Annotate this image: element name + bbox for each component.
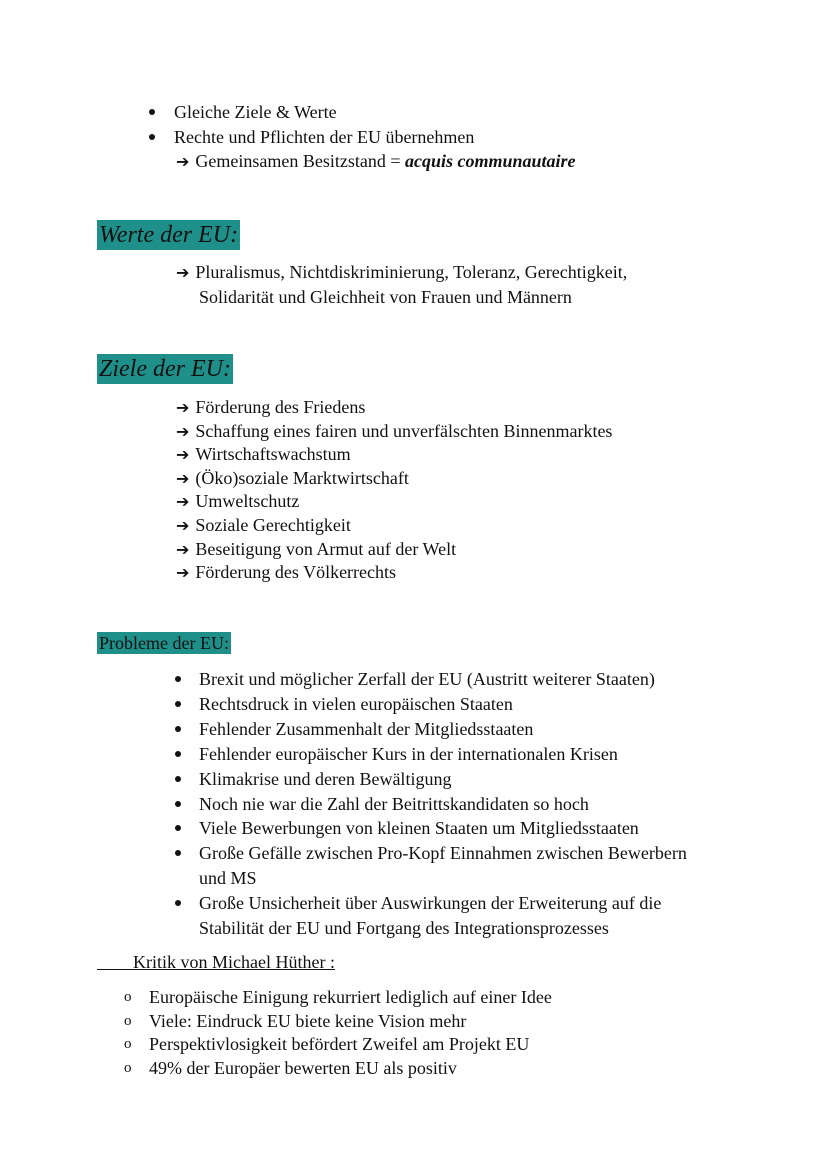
arrow-right-icon: ➔ xyxy=(176,263,190,282)
ziele-item-text: Beseitigung von Armut auf der Welt xyxy=(195,538,457,559)
intro-arrow-text: Gemeinsamen Besitzstand = xyxy=(195,151,406,171)
arrow-right-icon: ➔ xyxy=(176,468,190,488)
arrow-right-icon: ➔ xyxy=(176,516,190,535)
kritik-heading-text xyxy=(97,952,335,972)
intro-arrow-emph: acquis communautaire xyxy=(405,151,576,171)
ziele-item xyxy=(176,419,612,444)
ziele-item xyxy=(176,489,299,514)
bullet-dot xyxy=(175,850,181,856)
ziele-item xyxy=(176,466,409,491)
bullet-dot xyxy=(149,134,155,140)
ziele-item-text: Förderung des Friedens xyxy=(195,397,366,417)
circle-bullet-icon: o xyxy=(124,989,132,1005)
probleme-item: Fehlender europäischer Kurs in der internationalen Krisen xyxy=(199,743,618,764)
ziele-item xyxy=(176,442,351,467)
kritik-heading-label: Kritik von Michael Hüther : xyxy=(133,952,335,972)
circle-bullet-icon: o xyxy=(124,1036,132,1052)
bullet-dot xyxy=(175,801,181,807)
bullet-dot xyxy=(175,776,181,782)
probleme-item: Rechtsdruck in vielen europäischen Staaten xyxy=(199,693,513,714)
ziele-item-text: Soziale Gerechtigkeit xyxy=(195,515,351,535)
circle-bullet-icon: o xyxy=(124,1059,132,1076)
ziele-item-text: Wirtschaftswachstum xyxy=(195,444,351,465)
ziele-item-text: Schaffung eines fairen und unverfälschten Binnenmarktes xyxy=(195,420,613,441)
ziele-item-text: Umweltschutz xyxy=(195,491,300,512)
probleme-item: Brexit und möglicher Zerfall der EU (Austritt weiterer Staaten) xyxy=(199,669,655,689)
kritik-item: Perspektivlosigkeit befördert Zweifel am Projekt EU xyxy=(149,1034,530,1054)
probleme-item: Noch nie war die Zahl der Beitrittskandidaten so hoch xyxy=(199,793,589,814)
ziele-item xyxy=(176,560,396,585)
intro-bullet-1: Gleiche Ziele & Werte xyxy=(174,102,337,122)
arrow-right-icon: ➔ xyxy=(176,398,190,417)
probleme-item: Klimakrise und deren Bewältigung xyxy=(199,768,452,789)
arrow-right-icon: ➔ xyxy=(176,539,190,559)
ziele-item-text: Förderung des Völkerrechts xyxy=(195,562,397,583)
ziele-item xyxy=(176,513,351,538)
werte-line-text: Pluralismus, Nichtdiskriminierung, Toleranz, Gerechtigkeit, xyxy=(195,262,628,282)
werte-heading: Werte der EU: xyxy=(99,222,239,248)
arrow-right-icon: ➔ xyxy=(176,492,190,512)
probleme-item: Viele Bewerbungen von kleinen Staaten um Mitgliedsstaaten xyxy=(199,818,639,839)
probleme-item: und MS xyxy=(199,868,257,889)
probleme-item: Große Unsicherheit über Auswirkungen der Erweiterung auf die xyxy=(199,893,662,914)
ziele-heading: Ziele der EU: xyxy=(99,356,231,382)
werte-line-2: Solidarität und Gleichheit von Frauen und Männern xyxy=(199,287,572,307)
arrow-right-icon: ➔ xyxy=(176,421,190,441)
bullet-dot xyxy=(175,825,181,831)
bullet-dot xyxy=(149,109,155,115)
bullet-dot xyxy=(175,701,181,707)
probleme-item: Große Gefälle zwischen Pro-Kopf Einnahmen zwischen Bewerbern xyxy=(199,843,687,864)
bullet-dot xyxy=(175,726,181,732)
kritik-item: Europäische Einigung rekurriert lediglich auf einer Idee xyxy=(149,987,552,1007)
kritik-item: 49% der Europäer bewerten EU als positiv xyxy=(149,1057,457,1078)
probleme-item: Stabilität der EU und Fortgang des Integrationsprozesses xyxy=(199,918,609,938)
intro-arrow-line xyxy=(176,149,576,174)
werte-line-1 xyxy=(176,260,627,285)
arrow-right-icon: ➔ xyxy=(176,445,190,465)
circle-bullet-icon: o xyxy=(124,1012,132,1029)
ziele-item-text: (Öko)soziale Marktwirtschaft xyxy=(195,467,409,488)
probleme-heading: Probleme der EU: xyxy=(99,633,229,653)
arrow-right-icon: ➔ xyxy=(176,563,190,583)
arrow-right-icon: ➔ xyxy=(176,152,190,171)
ziele-item xyxy=(176,395,365,420)
ziele-item xyxy=(176,537,456,562)
bullet-dot xyxy=(175,676,181,682)
kritik-item: Viele: Eindruck EU biete keine Vision mehr xyxy=(149,1010,467,1031)
kritik-heading xyxy=(97,950,335,974)
bullet-dot xyxy=(175,900,181,906)
probleme-item: Fehlender Zusammenhalt der Mitgliedsstaaten xyxy=(199,718,534,739)
bullet-dot xyxy=(175,751,181,757)
intro-bullet-2: Rechte und Pflichten der EU übernehmen xyxy=(174,127,475,147)
